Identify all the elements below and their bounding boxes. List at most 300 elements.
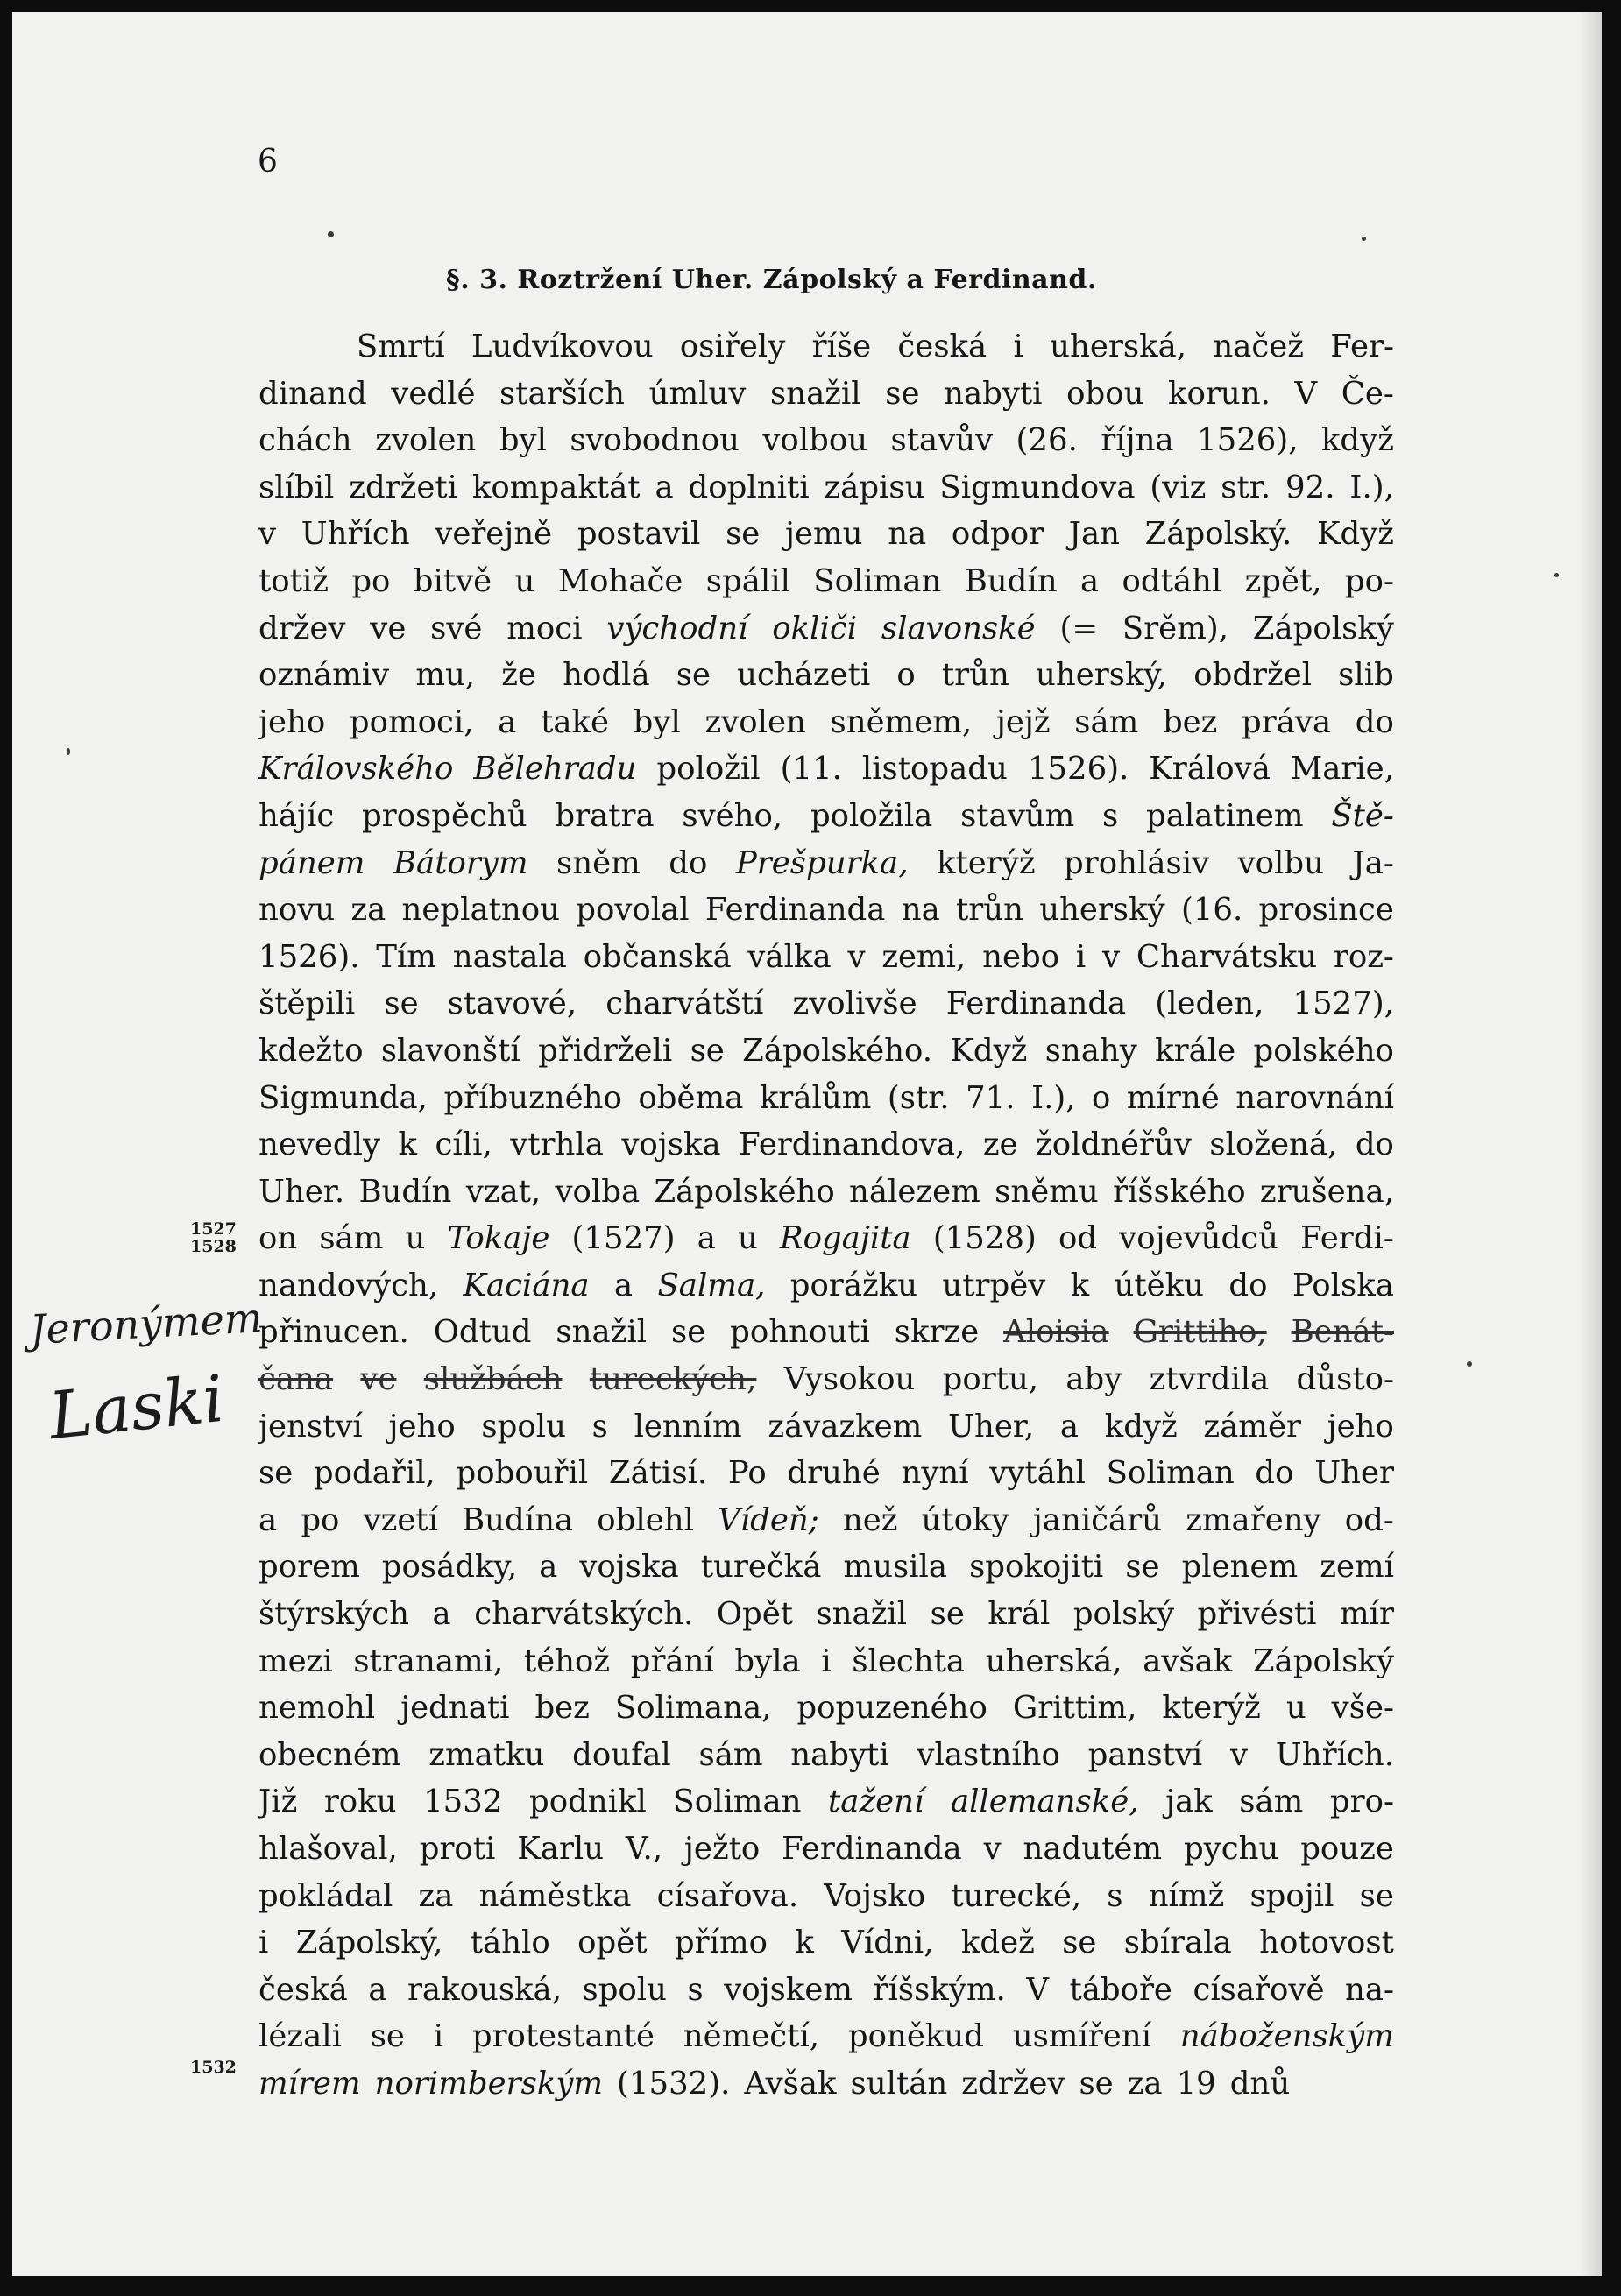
text-word: kterýž bbox=[937, 844, 1036, 881]
text-word: své bbox=[430, 610, 483, 646]
text-word: zrušena, bbox=[1259, 1173, 1394, 1210]
text-word: a bbox=[432, 1596, 451, 1633]
text-line bbox=[258, 1450, 1394, 1497]
text-word: avšak bbox=[1143, 1643, 1233, 1679]
text-word: 19 bbox=[1176, 2065, 1216, 2102]
text-word: jednati bbox=[400, 1690, 510, 1727]
text-word: pokládal bbox=[258, 1877, 393, 1914]
text-word: sněmu bbox=[995, 1173, 1099, 1210]
text-word: vlastního bbox=[917, 1736, 1060, 1773]
text-word: mezi bbox=[258, 1643, 333, 1679]
text-word: se bbox=[1359, 1877, 1394, 1914]
text-word: nabyti bbox=[790, 1736, 889, 1773]
text-word: Ferdinandova, bbox=[739, 1127, 966, 1163]
text-word: ze bbox=[982, 1127, 1018, 1163]
text-word: osiřely bbox=[679, 329, 786, 364]
text-word: obecném bbox=[258, 1736, 401, 1773]
text-word: i bbox=[1075, 938, 1087, 975]
text-word: do bbox=[1228, 1267, 1268, 1303]
text-word: 1526), bbox=[1197, 422, 1299, 459]
text-word: pobouřil bbox=[456, 1455, 589, 1492]
text-word: prosince bbox=[1258, 892, 1394, 929]
text-word: pychu bbox=[1183, 1831, 1279, 1867]
text-word: u bbox=[737, 1220, 758, 1257]
scan-speck bbox=[1362, 237, 1366, 241]
text-word: snažil bbox=[556, 1314, 648, 1351]
text-word: vojska bbox=[579, 1549, 679, 1586]
text-word: druhé bbox=[787, 1455, 881, 1492]
text-word: jak bbox=[1165, 1784, 1213, 1820]
text-word: bitvě bbox=[413, 562, 492, 599]
text-word: přímo bbox=[674, 1925, 768, 1961]
text-line bbox=[258, 464, 1394, 512]
text-word: Královského bbox=[258, 751, 454, 788]
text-word: (= bbox=[1059, 610, 1099, 646]
text-word: v bbox=[1230, 1736, 1249, 1773]
text-word: spojil bbox=[1249, 1877, 1334, 1914]
text-word: pánem bbox=[258, 844, 365, 881]
text-word: jeho bbox=[1327, 1408, 1394, 1445]
text-word: Tím bbox=[376, 938, 436, 975]
text-word: dinand bbox=[258, 375, 367, 412]
text-word: Karlu bbox=[517, 1831, 605, 1867]
text-word: Když bbox=[1316, 516, 1394, 553]
text-word: příbuzného bbox=[443, 1079, 622, 1116]
text-word: (26. bbox=[1016, 422, 1078, 459]
text-word: útoky bbox=[921, 1501, 1009, 1538]
text-word: poněkud bbox=[847, 2018, 984, 2055]
text-word: slib bbox=[1338, 657, 1394, 694]
text-word: hájíc bbox=[258, 797, 335, 834]
text-word: narovnání bbox=[1235, 1079, 1394, 1116]
text-word: vojskem bbox=[724, 1971, 853, 2008]
text-word: táhlo bbox=[470, 1925, 550, 1961]
text-word: polský bbox=[1072, 1596, 1175, 1633]
text-word: Fer- bbox=[1330, 329, 1394, 364]
text-word: obou bbox=[1066, 375, 1144, 412]
text-word: Odtud bbox=[433, 1314, 532, 1351]
text-word: zápisu bbox=[824, 469, 925, 505]
text-word: sám bbox=[319, 1220, 384, 1257]
text-word: Zápolský bbox=[1252, 610, 1394, 646]
text-word: (16. bbox=[1180, 892, 1243, 929]
text-word: snažil bbox=[816, 1596, 908, 1633]
text-word: útěku bbox=[1114, 1267, 1205, 1303]
text-word: bez bbox=[534, 1690, 590, 1727]
text-word: povolal bbox=[576, 892, 690, 929]
text-word: snahy bbox=[1044, 1032, 1137, 1069]
text-word: od bbox=[1058, 1220, 1098, 1257]
text-word: Kaciána bbox=[463, 1267, 590, 1303]
text-word: Zápolský, bbox=[295, 1925, 443, 1961]
text-word: korun. bbox=[1168, 375, 1271, 412]
text-word: Budín bbox=[358, 1173, 452, 1210]
scan-speck bbox=[1554, 573, 1559, 577]
text-word: postavil bbox=[577, 516, 701, 553]
text-word: pomoci, bbox=[349, 703, 474, 740]
text-word: Sigmundova bbox=[939, 469, 1136, 505]
text-word: janičárů bbox=[1032, 1501, 1163, 1538]
text-word: na bbox=[901, 892, 940, 929]
text-word: zpět, bbox=[1244, 562, 1322, 599]
text-word: se bbox=[1062, 1925, 1097, 1961]
text-word: kdežto bbox=[258, 1032, 364, 1069]
text-word: král bbox=[987, 1596, 1051, 1633]
text-word: králům bbox=[759, 1079, 872, 1116]
text-word: sám bbox=[698, 1736, 763, 1773]
text-word: zdržeti bbox=[349, 469, 457, 505]
text-word: žoldnéřův bbox=[1036, 1127, 1192, 1163]
text-word: i bbox=[258, 1925, 269, 1961]
text-word: Ferdi- bbox=[1300, 1220, 1394, 1257]
text-word: utrpěv bbox=[942, 1267, 1046, 1303]
text-word: náboženským bbox=[1179, 2018, 1394, 2055]
text-word: Srěm), bbox=[1122, 610, 1228, 646]
text-line bbox=[258, 1028, 1394, 1075]
text-word: Ferdinanda bbox=[945, 986, 1127, 1022]
text-word: položil bbox=[656, 751, 761, 788]
text-word: musila bbox=[843, 1549, 948, 1586]
text-word: ve bbox=[370, 610, 407, 646]
text-word: uherský, bbox=[1036, 657, 1168, 694]
text-word: totiž bbox=[258, 562, 329, 599]
text-word: ztvrdila bbox=[1149, 1361, 1270, 1398]
text-word: Zátisí. bbox=[608, 1455, 708, 1492]
text-line bbox=[258, 699, 1394, 746]
text-word: také bbox=[541, 703, 610, 740]
text-line bbox=[258, 1826, 1394, 1873]
text-word: Již bbox=[258, 1784, 298, 1820]
text-word: zemi, bbox=[881, 938, 966, 975]
text-word: nemohl bbox=[258, 1690, 376, 1727]
text-word: vojevůdců bbox=[1119, 1220, 1278, 1257]
text-word: zvolen bbox=[375, 422, 477, 459]
text-word: nevedly bbox=[258, 1127, 381, 1163]
text-word: o bbox=[1092, 1079, 1111, 1116]
text-word: sám bbox=[1074, 703, 1139, 740]
text-word: okliči bbox=[772, 610, 858, 646]
text-word: zmatku bbox=[428, 1736, 545, 1773]
text-word: po bbox=[351, 562, 391, 599]
text-word: mír bbox=[1339, 1596, 1394, 1633]
text-word: a bbox=[258, 1501, 278, 1538]
text-word: prohlásiv bbox=[1064, 844, 1210, 881]
text-word: Aloisia bbox=[1003, 1314, 1109, 1351]
text-word: do bbox=[669, 844, 708, 881]
text-word: turecké, bbox=[951, 1877, 1082, 1914]
text-word: 1526). bbox=[1027, 751, 1129, 788]
text-word: Marie, bbox=[1290, 751, 1394, 788]
text-line bbox=[258, 417, 1394, 464]
text-word: proti bbox=[419, 1831, 496, 1867]
scan-speck bbox=[1467, 1361, 1472, 1367]
text-line bbox=[258, 371, 1394, 418]
text-word: Vídeň; bbox=[718, 1501, 819, 1538]
text-word: Prešpurka, bbox=[735, 844, 909, 881]
text-word: pohnouti bbox=[730, 1314, 870, 1351]
text-word: Salma, bbox=[657, 1267, 766, 1303]
text-line bbox=[258, 1967, 1394, 2014]
text-word: (1528) bbox=[932, 1220, 1037, 1257]
text-word: odtáhl bbox=[1122, 562, 1222, 599]
text-word: Zápolský bbox=[1252, 1643, 1394, 1679]
text-word: ježto bbox=[683, 1831, 761, 1867]
text-word: Če- bbox=[1341, 375, 1394, 412]
text-word: Mohače bbox=[557, 562, 683, 599]
text-word: Budín bbox=[964, 562, 1058, 599]
text-word: doplniti bbox=[688, 469, 810, 505]
text-line bbox=[258, 1685, 1394, 1732]
text-word: Uhřích bbox=[301, 516, 410, 553]
text-word: Zápolského. bbox=[742, 1032, 933, 1069]
text-word: allemanské, bbox=[950, 1784, 1139, 1820]
text-word: štěpili bbox=[258, 986, 356, 1022]
text-word: (leden, bbox=[1155, 986, 1264, 1022]
text-word: pro- bbox=[1329, 1784, 1394, 1820]
text-word: nadutém bbox=[1023, 1831, 1163, 1867]
text-line bbox=[258, 1591, 1394, 1638]
text-word: téhož bbox=[523, 1643, 611, 1679]
text-word: zdržev bbox=[961, 2065, 1065, 2102]
text-word: aby bbox=[1065, 1361, 1122, 1398]
text-word: mírné bbox=[1126, 1079, 1220, 1116]
text-word: volbou bbox=[762, 422, 868, 459]
text-word: stranami, bbox=[353, 1643, 504, 1679]
text-word: norimberským bbox=[374, 2065, 604, 2102]
text-word: Tokaje bbox=[447, 1220, 550, 1257]
text-word: s bbox=[1107, 1877, 1123, 1914]
text-word: zmařeny bbox=[1186, 1501, 1321, 1538]
text-line bbox=[258, 1262, 1394, 1310]
text-word: stavové, bbox=[447, 986, 577, 1022]
text-word: vzat, bbox=[465, 1173, 542, 1210]
text-word: načež bbox=[1213, 329, 1304, 364]
text-word: jejž bbox=[995, 703, 1051, 740]
text-word: a bbox=[613, 1267, 634, 1303]
text-word: se bbox=[1079, 2065, 1114, 2102]
text-word: v bbox=[1102, 938, 1121, 975]
text-word: Vojsko bbox=[824, 1877, 926, 1914]
text-line bbox=[258, 1919, 1394, 1967]
text-word: on bbox=[258, 1220, 298, 1257]
text-word: snažil bbox=[769, 375, 861, 412]
text-word: spolu bbox=[481, 1408, 566, 1445]
text-word: uherský bbox=[1039, 892, 1165, 929]
text-line bbox=[258, 323, 1394, 371]
text-word: plenem bbox=[1181, 1549, 1299, 1586]
text-word: a bbox=[697, 1220, 716, 1257]
text-word: ucházeti bbox=[737, 657, 871, 694]
text-word: vzetí bbox=[363, 1501, 438, 1538]
text-word: k bbox=[1070, 1267, 1090, 1303]
text-word: v bbox=[847, 938, 866, 975]
text-word: Soliman bbox=[673, 1784, 802, 1820]
text-word: Soliman bbox=[1106, 1455, 1235, 1492]
text-word: do bbox=[1355, 703, 1394, 740]
text-word: císařově bbox=[1193, 1971, 1325, 2008]
text-line bbox=[258, 1638, 1394, 1685]
text-word: 1527), bbox=[1292, 986, 1394, 1022]
text-word: doufal bbox=[572, 1736, 671, 1773]
text-word: Ště- bbox=[1331, 797, 1394, 834]
text-word: volba bbox=[555, 1173, 641, 1210]
text-word: (1527) bbox=[571, 1220, 676, 1257]
text-word: usmíření bbox=[1012, 2018, 1151, 2055]
text-word: nebo bbox=[982, 938, 1060, 975]
page-number: 6 bbox=[258, 144, 278, 180]
scan-speck bbox=[328, 231, 334, 237]
text-word: u bbox=[1285, 1690, 1306, 1727]
text-word: položila bbox=[810, 797, 933, 834]
text-word: byla bbox=[734, 1643, 801, 1679]
text-line bbox=[258, 840, 1394, 887]
text-word: sněmem, bbox=[830, 703, 973, 740]
text-word: po bbox=[301, 1501, 340, 1538]
text-word: Zápolský. bbox=[1144, 516, 1292, 553]
text-word: opět bbox=[577, 1925, 648, 1961]
text-word: Uhřích. bbox=[1275, 1736, 1394, 1773]
text-word: Sigmunda, bbox=[258, 1079, 428, 1116]
text-word: prospěchů bbox=[362, 797, 527, 834]
handwritten-line-1: Jeronýmem bbox=[28, 1294, 264, 1353]
text-word: Ludvíkovou bbox=[471, 329, 654, 364]
text-line bbox=[258, 1497, 1394, 1544]
text-word: charvátští bbox=[605, 986, 764, 1022]
text-word: sněm bbox=[556, 844, 641, 881]
text-word: Opět bbox=[716, 1596, 793, 1633]
text-word: Králová bbox=[1149, 751, 1271, 788]
text-word: podařil, bbox=[313, 1455, 435, 1492]
text-word: od- bbox=[1344, 1501, 1394, 1538]
text-word: nastala bbox=[452, 938, 567, 975]
text-word: I.), bbox=[1031, 1079, 1076, 1116]
text-word: Bělehradu bbox=[473, 751, 637, 788]
text-word: němečtí, bbox=[683, 2018, 820, 2055]
text-word: Solimana, bbox=[614, 1690, 772, 1727]
text-line bbox=[258, 793, 1394, 840]
text-word: Ferdinanda bbox=[782, 1831, 962, 1867]
text-word: Charvátsku bbox=[1136, 938, 1318, 975]
text-word: charvátských. bbox=[474, 1596, 694, 1633]
text-word: 1532 bbox=[423, 1784, 503, 1820]
text-word: na bbox=[888, 516, 927, 553]
text-word: se bbox=[384, 986, 419, 1022]
text-word: přidrželi bbox=[538, 1032, 673, 1069]
text-word: se bbox=[885, 375, 920, 412]
text-word: mu, bbox=[415, 657, 476, 694]
text-word: uherská, bbox=[1050, 329, 1187, 364]
text-word: Ja- bbox=[1352, 844, 1394, 881]
text-word: Soliman bbox=[813, 562, 942, 599]
text-word: trůn bbox=[955, 892, 1023, 929]
text-word: přivésti bbox=[1197, 1596, 1317, 1633]
text-word: vedlé bbox=[391, 375, 476, 412]
text-word: moci bbox=[506, 610, 583, 646]
text-word: polského bbox=[1253, 1032, 1394, 1069]
text-word: důsto- bbox=[1296, 1361, 1394, 1398]
text-word: vojska bbox=[621, 1127, 721, 1163]
text-word: a bbox=[1079, 562, 1100, 599]
text-word: portu, bbox=[942, 1361, 1039, 1398]
text-line bbox=[258, 1356, 1394, 1403]
text-word: Polska bbox=[1292, 1267, 1394, 1303]
text-word: kterýž bbox=[1162, 1690, 1261, 1727]
text-line bbox=[258, 1732, 1394, 1779]
text-word: že bbox=[501, 657, 536, 694]
text-word: neplatnou bbox=[401, 892, 561, 929]
text-word: i bbox=[821, 1643, 832, 1679]
text-word: jeho bbox=[388, 1408, 456, 1445]
text-word: V bbox=[1026, 1971, 1049, 2008]
text-word: službách bbox=[423, 1361, 563, 1398]
text-word: dnů bbox=[1229, 2065, 1291, 2102]
text-word: popuzeného bbox=[796, 1690, 987, 1727]
text-word: odpor bbox=[951, 516, 1044, 553]
text-word: tureckých, bbox=[589, 1361, 757, 1398]
text-word: posádky, bbox=[381, 1549, 518, 1586]
text-word: u bbox=[514, 562, 535, 599]
text-word: Bátorym bbox=[393, 844, 528, 881]
text-word: Rogajita bbox=[779, 1220, 911, 1257]
text-word: mírem bbox=[258, 2065, 361, 2102]
scanned-page bbox=[12, 12, 1602, 2276]
text-word: nímž bbox=[1148, 1877, 1225, 1914]
text-word: Když bbox=[950, 1032, 1028, 1069]
text-word: porážku bbox=[789, 1267, 918, 1303]
text-word: se bbox=[671, 1314, 706, 1351]
text-word: nálezem bbox=[849, 1173, 980, 1210]
text-line bbox=[258, 558, 1394, 605]
text-word: novu bbox=[258, 892, 336, 929]
text-word: veřejně bbox=[435, 516, 553, 553]
text-line bbox=[258, 1215, 1394, 1262]
text-word: Vysokou bbox=[783, 1361, 916, 1398]
text-word: stavům bbox=[960, 797, 1075, 834]
text-line bbox=[258, 1169, 1394, 1216]
text-word: táboře bbox=[1069, 1971, 1172, 2008]
text-word: (11. bbox=[780, 751, 842, 788]
text-word: i bbox=[433, 2018, 444, 2055]
scan-speck bbox=[67, 748, 70, 755]
text-word: byl bbox=[499, 422, 547, 459]
text-word: když bbox=[1104, 1408, 1178, 1445]
text-word: Jan bbox=[1068, 516, 1120, 553]
text-word: (1532). bbox=[617, 2065, 731, 2102]
text-word: slavonské bbox=[881, 610, 1036, 646]
text-line bbox=[258, 1121, 1394, 1169]
text-word: a bbox=[655, 469, 674, 505]
text-word: Smrtí bbox=[357, 329, 445, 364]
text-word: tažení bbox=[828, 1784, 924, 1820]
section-heading: §. 3. Roztržení Uher. Zápolský a Ferdinand. bbox=[446, 265, 1097, 295]
text-word: turečká bbox=[700, 1549, 822, 1586]
text-word: palatinem bbox=[1146, 797, 1304, 834]
text-word: se bbox=[690, 1032, 725, 1069]
text-word: svého, bbox=[682, 797, 783, 834]
text-word: protestanté bbox=[471, 2018, 655, 2055]
text-word: Vídni, bbox=[841, 1925, 934, 1961]
text-line bbox=[258, 605, 1394, 653]
text-word: porem bbox=[258, 1549, 360, 1586]
text-line bbox=[258, 652, 1394, 699]
text-word: Grittiho, bbox=[1133, 1314, 1267, 1351]
text-word: Zápolského bbox=[654, 1173, 835, 1210]
text-word: trůn bbox=[941, 657, 1009, 694]
text-word: záměr bbox=[1203, 1408, 1301, 1445]
text-word: česká bbox=[897, 329, 987, 364]
text-word: když bbox=[1320, 422, 1394, 459]
text-word: občanská bbox=[583, 938, 732, 975]
